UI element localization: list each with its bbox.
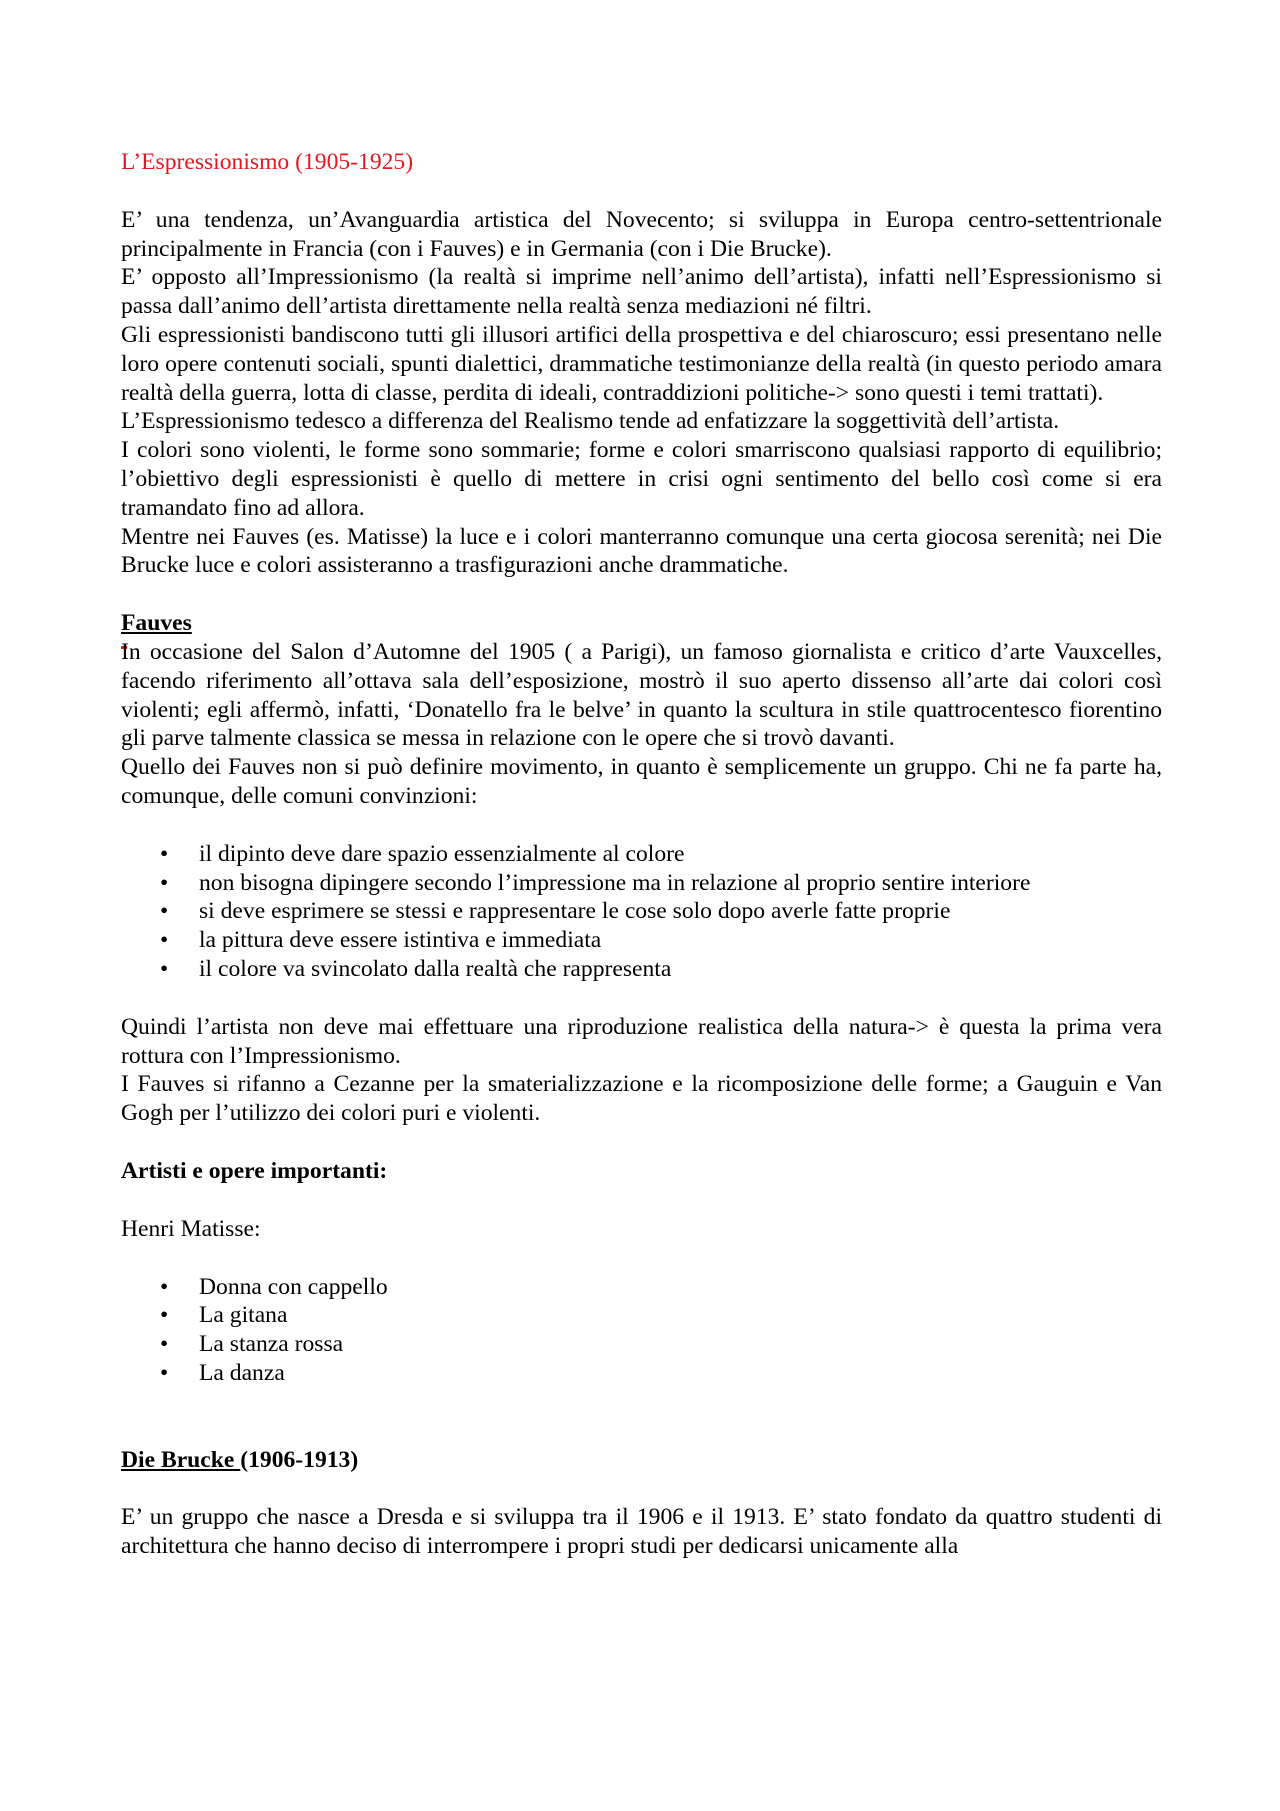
bullet-icon: • [160,955,169,982]
bullet-icon: • [160,869,169,896]
list-item [121,897,1162,926]
list-item-text: il dipinto deve dare spazio essenzialmente al colore [199,840,685,867]
list-item-text: il colore va svincolato dalla realtà che rappresenta [199,955,672,982]
intro-paragraph: Mentre nei Fauves (es. Matisse) la luce e i colori manterranno comunque una certa giocosa serenità; nei Die Brucke luce e colori assisteranno a trasfigurazioni anche drammatiche. [121,523,1162,579]
list-item [121,1273,1162,1302]
list-item-text: La gitana [199,1302,288,1329]
artists-heading: Artisti e opere importanti: [121,1157,388,1184]
fauves-heading [121,609,1162,638]
convictions-list [121,840,1162,984]
document-title: L’Espressionismo (1905-1925) [121,149,414,175]
bullet-icon: • [160,927,169,954]
intro-paragraph: E’ opposto all’Impressionismo (la realtà si imprime nell’animo dell’artista), infatti nell’Espressionismo si passa dall’animo dell’artista direttamente nella realtà senza mediazioni né filtri. [121,264,1162,320]
document-page [121,148,1162,1561]
list-item [121,1330,1162,1359]
artist-name: Henri Matisse: [121,1215,261,1242]
list-item [121,955,1162,984]
die-brucke-heading-dates: (1906-1913) [240,1446,359,1473]
intro-paragraph: Gli espressionisti bandiscono tutti gli illusori artifici della prospettiva e del chiaroscuro; essi presentano nelle loro opere contenuti sociali, spunti dialettici, drammatiche testimonianze della realtà (in questo periodo amara realtà della guerra, lotta di classe, perdita di ideali, contraddizioni politiche-> sono questi i temi trattati). [121,321,1162,406]
fauves-paragraph: I Fauves si rifanno a Cezanne per la smaterializzazione e la ricomposizione delle forme; a Gauguin e Van Gogh per l’utilizzo dei colori puri e violenti. [121,1071,1162,1127]
die-brucke-heading-text: Die Brucke [121,1446,241,1473]
intro-paragraph: I colori sono violenti, le forme sono sommarie; forme e colori smarriscono qualsiasi rapporto di equilibrio; l’obiettivo degli espressionisti è quello di mettere in crisi ogni sentimento del bello così come si era tramandato fino ad allora. [121,437,1162,521]
intro-paragraph: L’Espressionismo tedesco a differenza del Realismo tende ad enfatizzare la soggettività dell’artista. [121,408,1060,435]
bullet-icon: • [160,1302,169,1329]
list-item-text: La stanza rossa [199,1331,344,1358]
list-item-text: La danza [199,1359,285,1386]
fauves-paragraph: Quello dei Fauves non si può definire movimento, in quanto è semplicemente un gruppo. Chi ne fa parte ha, comunque, delle comuni convinzioni: [121,754,1162,809]
list-item [121,1359,1162,1388]
list-item [121,840,1162,869]
bullet-icon: • [160,1273,169,1300]
bullet-icon: • [160,1331,169,1358]
works-list [121,1273,1162,1388]
list-item [121,869,1162,898]
fauves-paragraph: Quindi l’artista non deve mai effettuare una riproduzione realistica della natura-> è questa la prima vera rottura con l’Impressionismo. [121,1013,1162,1069]
die-brucke-heading [121,1446,1162,1475]
intro-paragraph: E’ una tendenza, un’Avanguardia artistica del Novecento; si sviluppa in Europa centro-settentrionale principalmente in Francia (con i Fauves) e in Germania (con i Die Brucke). [121,206,1162,262]
fauves-heading-text: Fauves [121,610,192,637]
bullet-icon: • [160,840,169,867]
bullet-icon: • [160,1359,169,1386]
list-item-text: non bisogna dipingere secondo l’impressione ma in relazione al proprio sentire interiore [199,869,1031,896]
list-item-text: Donna con cappello [199,1273,388,1300]
list-item-text: la pittura deve essere istintiva e immediata [199,927,602,954]
die-brucke-paragraph: E’ un gruppo che nasce a Dresda e si sviluppa tra il 1906 e il 1913. E’ stato fondato da quattro studenti di architettura che hanno deciso di interrompere i propri studi per dedicarsi unicamente alla [121,1504,1162,1560]
bullet-icon: • [160,898,169,925]
list-item [121,926,1162,955]
list-item [121,1301,1162,1330]
list-item-text: si deve esprimere se stessi e rappresentare le cose solo dopo averle fatte proprie [199,898,951,925]
fauves-paragraph: In occasione del Salon d’Automne del 1905 ( a Parigi), un famoso giornalista e critico d’arte Vauxcelles, facendo riferimento all’ottava sala dell’esposizione, mostrò il suo aperto dissenso all’arte dai colori così violenti; egli affermò, infatti, ‘Donatello fra le belve’ in quanto la scultura in stile quattrocentesco fiorentino gli parve talmente classica se messa in relazione con le opere che si trovò davanti. [121,638,1162,752]
